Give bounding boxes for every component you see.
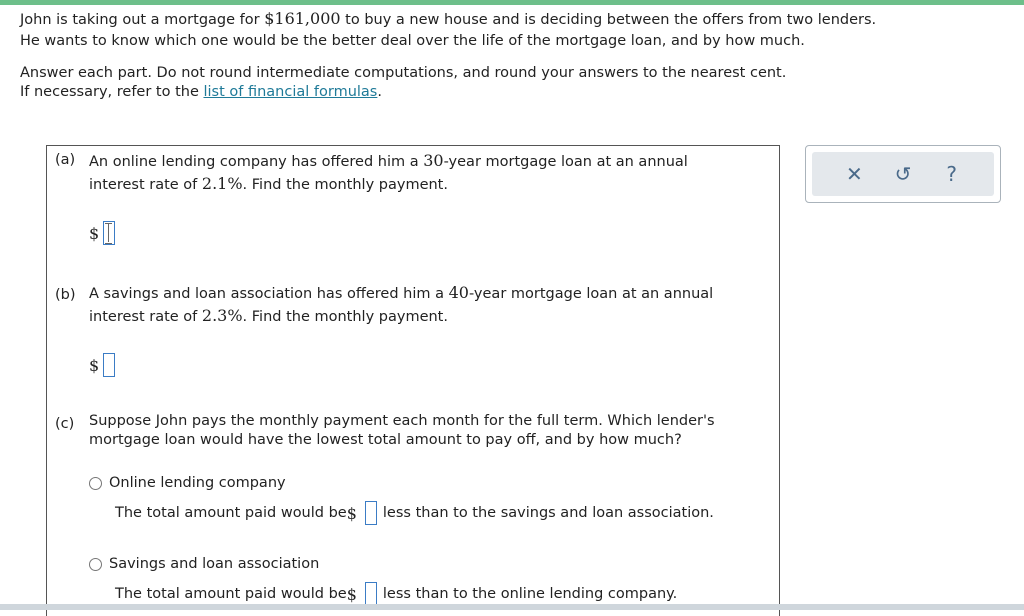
loan-term-years: 30 [423, 151, 444, 170]
part-a-label: (a) [55, 152, 76, 168]
radio-savings-loan[interactable] [89, 558, 102, 571]
savings-difference-input[interactable] [365, 582, 377, 606]
part-c-label: (c) [55, 416, 75, 432]
part-b-question [89, 282, 759, 328]
loan-term-years: 40 [448, 283, 469, 302]
help-icon[interactable]: ? [946, 162, 957, 186]
question-text: A savings and loan association has offered him a [89, 286, 449, 302]
instructions-line-1: Answer each part. Do not round intermediate computations, and round your answers to the nearest cent. [20, 65, 787, 81]
sentence-text: less than to the savings and loan association. [382, 505, 714, 521]
part-b-label: (b) [55, 287, 76, 303]
toolbar-buttons [812, 152, 994, 196]
option-label: Online lending company [109, 475, 286, 491]
problem-statement [20, 8, 1010, 52]
option-savings-sentence [115, 582, 677, 606]
question-text: -year mortgage loan at an annual [468, 286, 714, 302]
option-savings-loan[interactable] [89, 556, 319, 572]
part-c-question [89, 412, 759, 450]
option-online-sentence [115, 501, 714, 525]
instructions [20, 64, 1010, 102]
currency-symbol: $ [346, 584, 357, 604]
question-text: mortgage loan would have the lowest total amount to pay off, and by how much? [89, 432, 682, 448]
intro-text: John is taking out a mortgage for [20, 12, 265, 28]
sentence-text: The total amount paid would be [115, 586, 347, 602]
mortgage-amount: $161,000 [264, 9, 341, 28]
clear-icon[interactable]: ✕ [845, 162, 863, 186]
part-a-payment-input[interactable] [103, 221, 115, 245]
bottom-scroll-bar [0, 604, 1024, 610]
instructions-text: If necessary, refer to the [20, 84, 204, 100]
part-a-answer [89, 221, 115, 245]
intro-text: to buy a new house and is deciding between the offers from two lenders. [340, 12, 877, 28]
currency-symbol: $ [89, 355, 100, 375]
question-text: Suppose John pays the monthly payment each month for the full term. Which lender's [89, 413, 715, 429]
part-b-payment-input[interactable] [103, 353, 115, 377]
undo-icon[interactable]: ↺ [894, 162, 912, 186]
question-text: An online lending company has offered him a [89, 154, 424, 170]
intro-line-2: He wants to know which one would be the better deal over the life of the mortgage loan, and by how much. [20, 33, 805, 49]
part-a-question [89, 150, 759, 196]
interest-rate: 2.1% [201, 174, 243, 193]
sentence-text: less than to the online lending company. [382, 586, 678, 602]
top-accent-bar [0, 0, 1024, 5]
instructions-text: . [377, 84, 382, 100]
option-label: Savings and loan association [109, 556, 320, 572]
intro-line-1 [20, 8, 1010, 31]
currency-symbol: $ [346, 503, 357, 523]
question-text: . Find the monthly payment. [242, 177, 448, 193]
instructions-line-2 [20, 83, 1010, 102]
online-difference-input[interactable] [365, 501, 377, 525]
question-text: -year mortgage loan at an annual [443, 154, 688, 170]
currency-symbol: $ [89, 223, 100, 243]
interest-rate: 2.3% [201, 306, 243, 325]
option-online-lending[interactable] [89, 475, 286, 491]
question-text: interest rate of [89, 309, 202, 325]
question-text: . Find the monthly payment. [242, 309, 448, 325]
sentence-text: The total amount paid would be [115, 505, 347, 521]
answer-toolbar [805, 145, 1001, 203]
question-text: interest rate of [89, 177, 202, 193]
part-b-answer [89, 353, 115, 377]
answer-panel [46, 145, 780, 616]
radio-online-lending[interactable] [89, 477, 102, 490]
financial-formulas-link[interactable]: list of financial formulas [203, 84, 378, 100]
